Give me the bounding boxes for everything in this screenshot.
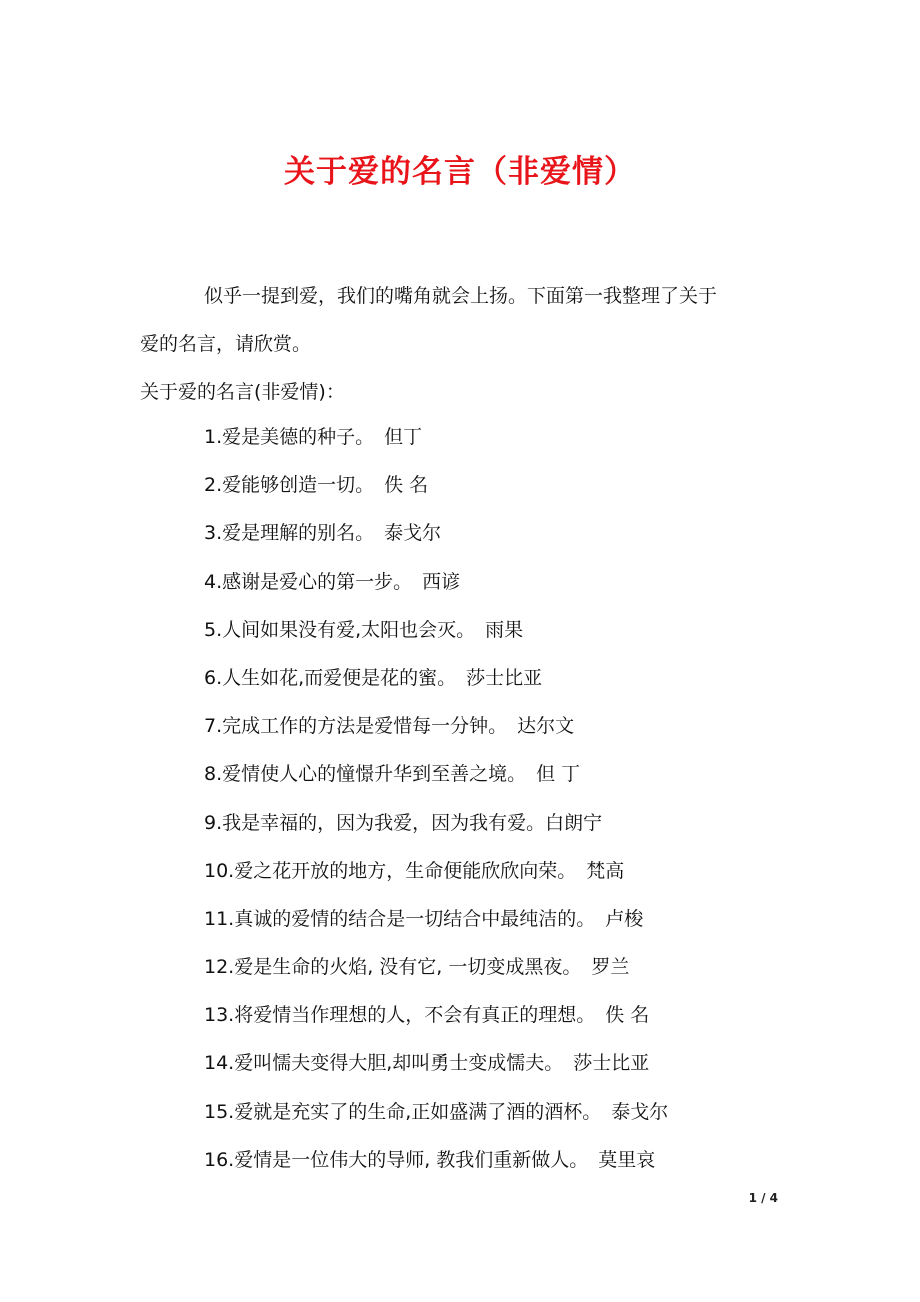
quote-author: 罗兰 xyxy=(591,956,630,979)
quote-text: 11.真诚的爱情的结合是一切结合中最纯洁的。 xyxy=(204,907,596,930)
quote-text: 10.爱之花开放的地方，生命便能欣欣向荣。 xyxy=(204,859,577,882)
quote-author: 莎士比亚 xyxy=(573,1052,650,1075)
quote-text: 1.爱是美德的种子。 xyxy=(204,426,375,448)
intro-paragraph-line-2: 爱的名言，请欣赏。 xyxy=(140,333,312,355)
quote-item xyxy=(204,570,668,618)
quote-item xyxy=(204,425,668,473)
quote-author: 西谚 xyxy=(422,570,461,593)
quote-text: 9.我是幸福的，因为我爱，因为我有爱。 xyxy=(204,811,546,834)
quote-author: 达尔文 xyxy=(517,715,575,738)
quote-author: 但丁 xyxy=(384,426,423,448)
quote-item xyxy=(204,666,668,714)
quote-text: 15.爱就是充实了的生命,正如盛满了酒的酒杯。 xyxy=(204,1100,602,1123)
quote-item xyxy=(204,714,668,762)
quote-item xyxy=(204,1148,668,1196)
quote-item xyxy=(204,1003,668,1051)
quote-author: 雨果 xyxy=(485,618,524,641)
quote-text: 5.人间如果没有爱,太阳也会灭。 xyxy=(204,618,476,641)
quote-list xyxy=(204,425,668,1196)
quote-item xyxy=(204,521,668,569)
page-title: 关于爱的名言（非爱情） xyxy=(284,154,636,190)
quote-text: 6.人生如花,而爱便是花的蜜。 xyxy=(204,666,457,689)
quote-author: 白朗宁 xyxy=(545,811,603,834)
quote-author: 但 丁 xyxy=(536,763,581,786)
quote-author: 卢梭 xyxy=(605,907,644,930)
quote-author: 梵高 xyxy=(586,859,625,882)
section-heading: 关于爱的名言(非爱情)： xyxy=(140,381,345,403)
quote-author: 佚 名 xyxy=(384,474,429,497)
quote-text: 16.爱情是一位伟大的导师, 教我们重新做人。 xyxy=(204,1148,589,1171)
quote-item xyxy=(204,907,668,955)
quote-author: 莎士比亚 xyxy=(466,666,543,689)
quote-text: 13.将爱情当作理想的人，不会有真正的理想。 xyxy=(204,1004,596,1027)
quote-author: 佚 名 xyxy=(605,1004,650,1027)
page-number: 1 / 4 xyxy=(748,1191,778,1205)
quote-text: 8.爱情使人心的憧憬升华到至善之境。 xyxy=(204,763,527,786)
quote-item xyxy=(204,1100,668,1148)
intro-paragraph-line-1: 似乎一提到爱，我们的嘴角就会上扬。下面第一我整理了关于 xyxy=(204,285,718,307)
quote-author: 莫里哀 xyxy=(598,1148,656,1171)
quote-item xyxy=(204,762,668,810)
quote-author: 泰戈尔 xyxy=(384,522,442,545)
quote-author: 泰戈尔 xyxy=(611,1100,669,1123)
quote-text: 7.完成工作的方法是爱惜每一分钟。 xyxy=(204,715,508,738)
quote-text: 2.爱能够创造一切。 xyxy=(204,474,375,497)
quote-item xyxy=(204,473,668,521)
quote-text: 14.爱叫懦夫变得大胆,却叫勇士变成懦夫。 xyxy=(204,1052,564,1075)
quote-item xyxy=(204,955,668,1003)
quote-item xyxy=(204,618,668,666)
quote-item xyxy=(204,859,668,907)
quote-text: 3.爱是理解的别名。 xyxy=(204,522,375,545)
quote-text: 4.感谢是爱心的第一步。 xyxy=(204,570,413,593)
quote-item xyxy=(204,1051,668,1099)
quote-text: 12.爱是生命的火焰, 没有它, 一切变成黑夜。 xyxy=(204,956,582,979)
quote-item xyxy=(204,811,668,859)
